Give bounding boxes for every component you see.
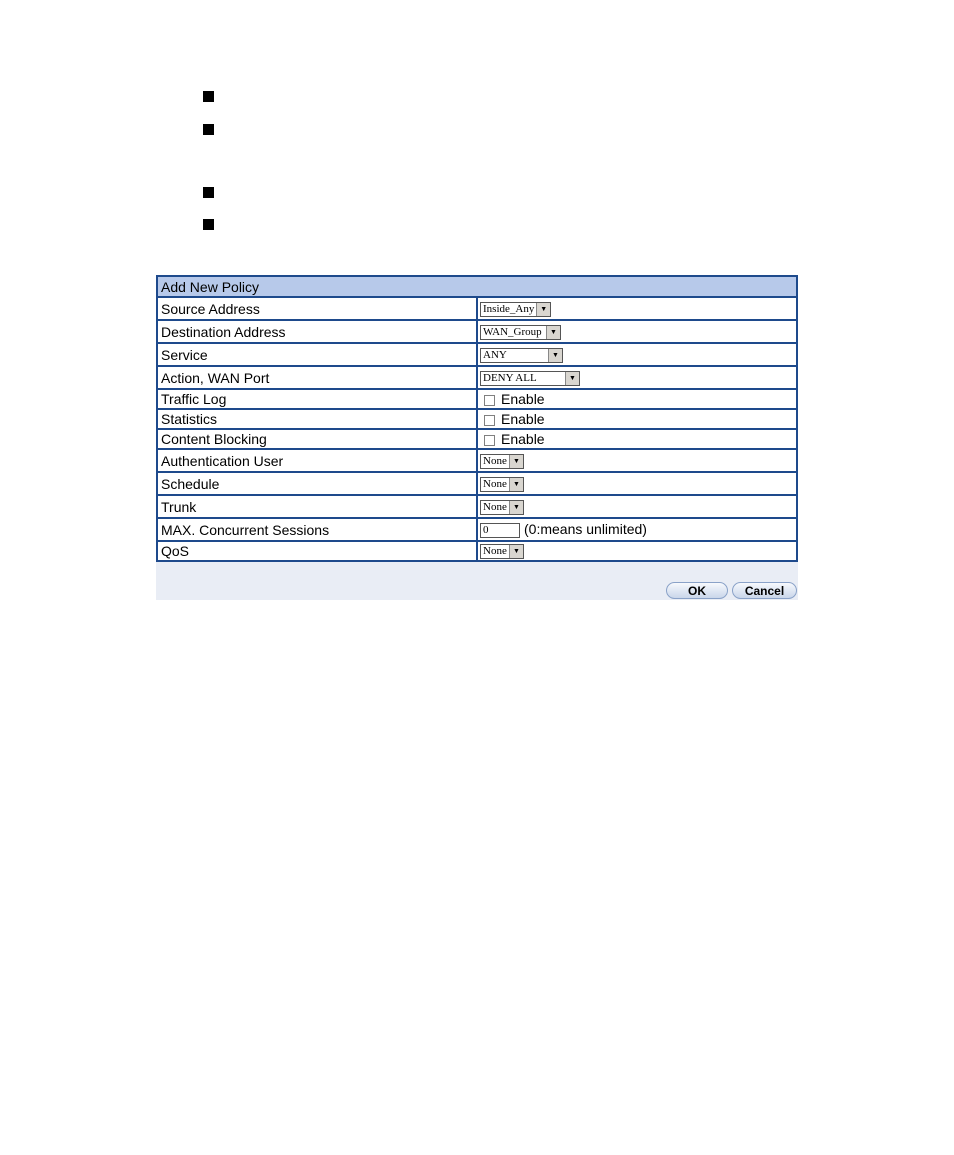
source-address-select[interactable] — [480, 302, 551, 317]
schedule-label: Schedule — [157, 472, 477, 495]
chevron-down-icon[interactable]: ▼ — [546, 326, 560, 339]
form-title: Add New Policy — [157, 276, 797, 297]
chevron-down-icon[interactable]: ▼ — [509, 545, 523, 558]
row-schedule — [157, 472, 797, 495]
bullet-square-icon — [203, 91, 214, 102]
trunk-label: Trunk — [157, 495, 477, 518]
add-new-policy-panel — [156, 275, 798, 600]
max-sessions-cell — [477, 518, 797, 541]
destination-address-cell — [477, 320, 797, 343]
statistics-checkbox[interactable] — [484, 415, 495, 426]
authentication-user-label: Authentication User — [157, 449, 477, 472]
form-footer — [156, 562, 798, 600]
row-content-blocking — [157, 429, 797, 449]
row-source-address — [157, 297, 797, 320]
qos-select[interactable] — [480, 544, 524, 559]
traffic-log-cell — [477, 389, 797, 409]
action-wan-port-cell — [477, 366, 797, 389]
qos-label: QoS — [157, 541, 477, 561]
trunk-cell — [477, 495, 797, 518]
chevron-down-icon[interactable]: ▼ — [509, 501, 523, 514]
content-blocking-label: Content Blocking — [157, 429, 477, 449]
bullet-square-icon — [203, 187, 214, 198]
destination-address-label: Destination Address — [157, 320, 477, 343]
content-blocking-checkbox[interactable] — [484, 435, 495, 446]
chevron-down-icon[interactable]: ▼ — [565, 372, 579, 385]
content-blocking-cell — [477, 429, 797, 449]
form-header-row — [157, 276, 797, 297]
action-wan-port-label: Action, WAN Port — [157, 366, 477, 389]
bullet-square-icon — [203, 219, 214, 230]
max-sessions-label: MAX. Concurrent Sessions — [157, 518, 477, 541]
traffic-log-checkbox[interactable] — [484, 395, 495, 406]
max-sessions-hint: (0:means unlimited) — [524, 521, 647, 538]
source-address-label: Source Address — [157, 297, 477, 320]
source-address-value: Inside_Any — [483, 302, 535, 315]
row-qos — [157, 541, 797, 561]
authentication-user-value: None — [483, 454, 507, 467]
chevron-down-icon[interactable]: ▼ — [509, 478, 523, 491]
service-value: ANY — [483, 348, 507, 361]
statistics-cell — [477, 409, 797, 429]
authentication-user-select[interactable] — [480, 454, 524, 469]
statistics-label: Statistics — [157, 409, 477, 429]
schedule-cell — [477, 472, 797, 495]
row-statistics — [157, 409, 797, 429]
max-sessions-input[interactable]: 0 — [480, 523, 520, 538]
traffic-log-label: Traffic Log — [157, 389, 477, 409]
source-address-cell — [477, 297, 797, 320]
qos-cell — [477, 541, 797, 561]
row-action-wan-port — [157, 366, 797, 389]
chevron-down-icon[interactable]: ▼ — [536, 303, 550, 316]
destination-address-value: WAN_Group — [483, 325, 542, 338]
ok-button[interactable]: OK — [666, 582, 728, 599]
traffic-log-enable-label: Enable — [501, 391, 545, 407]
qos-value: None — [483, 545, 507, 558]
row-trunk — [157, 495, 797, 518]
row-max-concurrent-sessions — [157, 518, 797, 541]
schedule-value: None — [483, 477, 507, 490]
row-destination-address — [157, 320, 797, 343]
statistics-enable-label: Enable — [501, 411, 545, 427]
service-label: Service — [157, 343, 477, 366]
chevron-down-icon[interactable]: ▼ — [548, 349, 562, 362]
service-cell — [477, 343, 797, 366]
chevron-down-icon[interactable]: ▼ — [509, 455, 523, 468]
row-traffic-log — [157, 389, 797, 409]
trunk-value: None — [483, 500, 507, 513]
schedule-select[interactable] — [480, 477, 524, 492]
row-service — [157, 343, 797, 366]
action-wan-port-select[interactable] — [480, 371, 580, 386]
cancel-button[interactable]: Cancel — [732, 582, 797, 599]
service-select[interactable] — [480, 348, 563, 363]
destination-address-select[interactable] — [480, 325, 561, 340]
row-authentication-user — [157, 449, 797, 472]
action-wan-port-value: DENY ALL — [483, 371, 537, 384]
bullet-square-icon — [203, 124, 214, 135]
policy-form-table — [156, 275, 798, 562]
authentication-user-cell — [477, 449, 797, 472]
trunk-select[interactable] — [480, 500, 524, 515]
content-blocking-enable-label: Enable — [501, 431, 545, 447]
